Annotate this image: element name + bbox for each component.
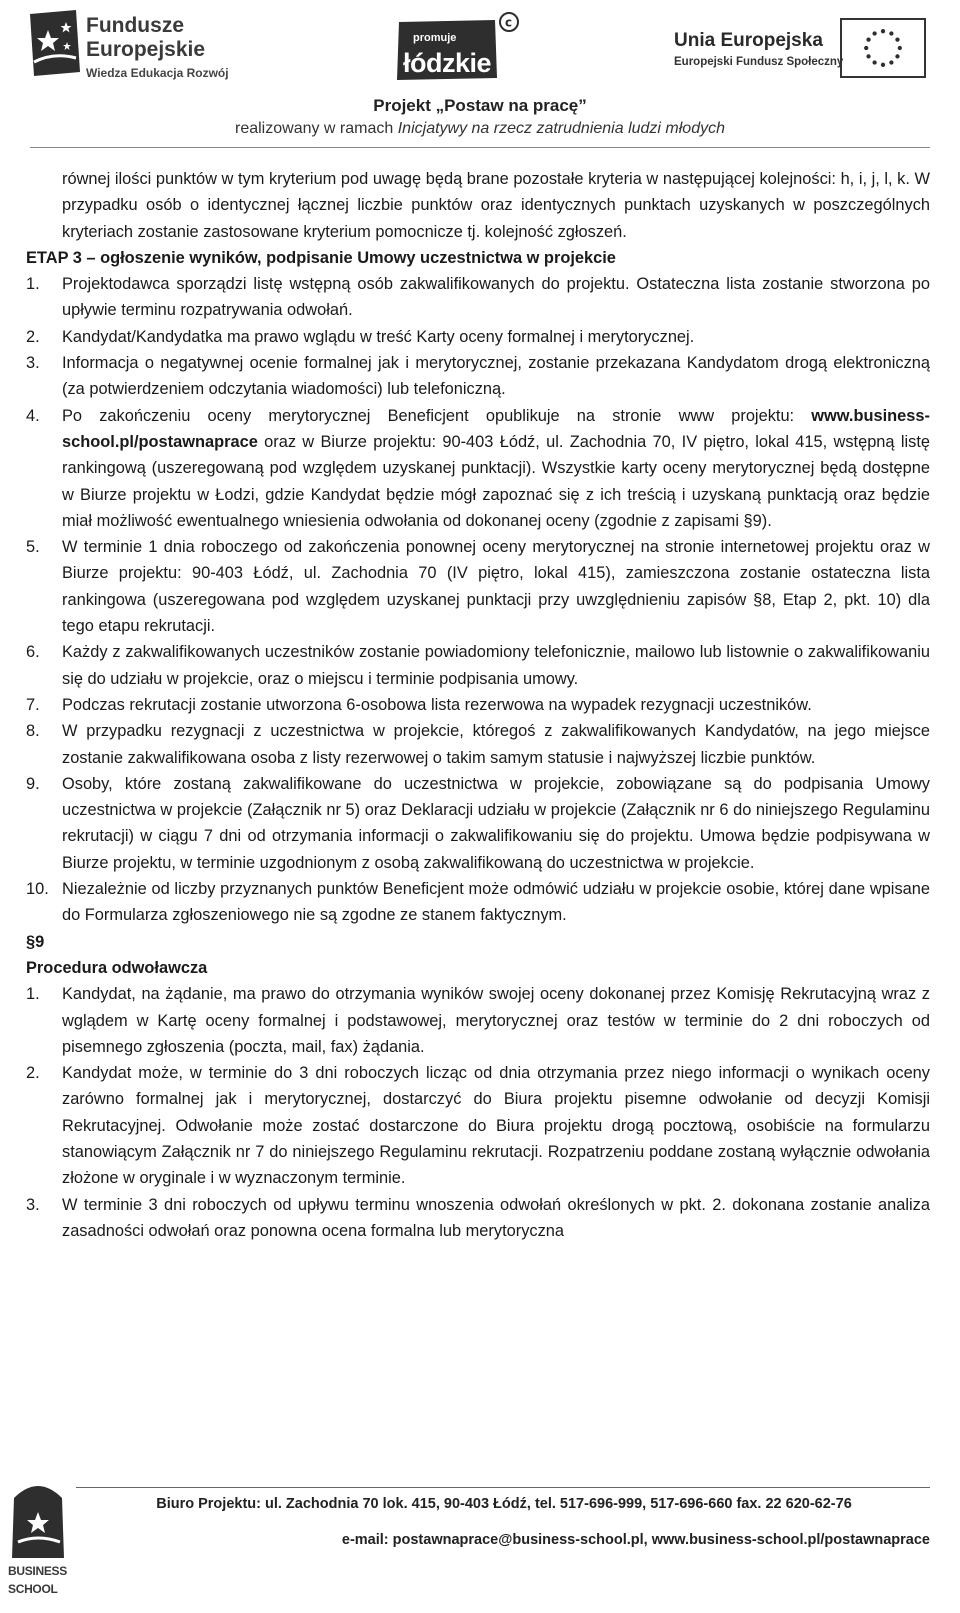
list-item-text-after: oraz w Biurze projektu: 90-403 Łódź, ul. Zachodnia 70, IV piętro, lokal 415, wstępną listę rankingową (uszeregowaną pod względem uzyskanej punktacji). Wszystkie karty oceny merytorycznej będą dostępne w Biurze projektu w Łodzi, gdzie Kandydat będzie mógł zapoznać się z ich treścią i uzyskaną punktacją oraz będzie miał możliwość ewentualnego wniesienia odwołania od dokonanej oceny (zgodnie z zapisami §9). bbox=[62, 432, 930, 530]
project-subtitle-prefix: realizowany w ramach bbox=[235, 120, 398, 137]
business-school-emblem-icon bbox=[4, 1478, 72, 1562]
section9-list bbox=[26, 981, 930, 1244]
document-body bbox=[26, 166, 930, 1244]
list-item-text: Osoby, które zostaną zakwalifikowane do uczestnictwa w projekcie, zobowiązane są do podpisania Umowy uczestnictwa w projekcie (Załącznik nr 5) oraz Deklaracji udziału w projekcie (Załącznik nr 6 do niniejszego Regulaminu rekrutacji) w ciągu 7 dni od otrzymania informacji o zakwalifikowaniu się do projektu. Umowa będzie podpisywana w Biurze projektu, w terminie uzgodnionym z osobą zakwalifikowaną do uczestnictwa w projekcie. bbox=[62, 774, 930, 872]
list-item bbox=[26, 271, 930, 324]
list-item bbox=[26, 1192, 930, 1245]
project-subtitle-italic: Inicjatywy na rzecz zatrudnienia ludzi młodych bbox=[397, 120, 725, 137]
fe-logo-line2: Europejskie bbox=[86, 38, 206, 61]
list-item bbox=[26, 534, 930, 639]
footer-divider bbox=[76, 1487, 930, 1488]
list-item-number: 3. bbox=[26, 354, 40, 373]
list-item bbox=[26, 876, 930, 929]
list-item-number: 1. bbox=[26, 275, 40, 294]
project-title: Projekt „Postaw na pracę” bbox=[373, 96, 587, 115]
footer-contact[interactable]: e-mail: postawnaprace@business-school.pl, www.business-school.pl/postawnaprace bbox=[341, 1532, 930, 1548]
list-item-text-before: Po zakończeniu oceny merytorycznej Beneficjent opublikuje na stronie www projektu: bbox=[62, 406, 812, 425]
header-divider bbox=[30, 147, 930, 148]
list-item bbox=[26, 350, 930, 403]
project-subtitle bbox=[0, 120, 960, 138]
list-item-text: W przypadku rezygnacji z uczestnictwa w projekcie, któregoś z zakwalifikowanych Kandydatów, na jego miejsce zostanie zakwalifikowana osoba z listy rezerwowej o takim samym statusie i najwyższej liczbie punktów. bbox=[62, 722, 930, 767]
lodzkie-logo-big: łódzkie bbox=[403, 48, 492, 78]
list-item bbox=[26, 692, 930, 718]
list-item-number: 2. bbox=[26, 1064, 40, 1083]
intro-paragraph: równej ilości punktów w tym kryterium pod uwagę będą brane pozostałe kryteria w następującej kolejności: h, i, j, l, k. W przypadku osób o identycznej łącznej liczbie punktów oraz identycznych punktach uzyskanych w poszczególnych kryteriach zostanie zastosowane kryterium pomocnicze tj. kolejność zgłoszeń. bbox=[62, 170, 930, 241]
etap3-list bbox=[26, 271, 930, 928]
list-item-number: 6. bbox=[26, 643, 40, 662]
list-item-text: Podczas rekrutacji zostanie utworzona 6-osobowa lista rezerwowa na wypadek rezygnacji uczestników. bbox=[62, 695, 812, 714]
ue-logo-line2: Europejski Fundusz Społeczny bbox=[674, 56, 844, 68]
eu-flag-icon bbox=[840, 18, 926, 78]
list-item-number: 4. bbox=[26, 406, 40, 425]
list-item-text: Niezależnie od liczby przyznanych punktów Beneficjent może odmówić udziału w projekcie osobie, której dane wpisane do Formularza zgłoszeniowego nie są zgodne ze stanem faktycznym. bbox=[62, 880, 930, 925]
list-item-number: 10. bbox=[26, 880, 49, 899]
list-item-number: 3. bbox=[26, 1195, 40, 1214]
list-item bbox=[26, 639, 930, 692]
business-school-logo bbox=[4, 1478, 72, 1606]
fundusze-europejskie-logo bbox=[26, 8, 256, 88]
list-item-number: 7. bbox=[26, 695, 40, 714]
list-item-text: W terminie 1 dnia roboczego od zakończenia ponownej oceny merytorycznej na stronie internetowej projektu oraz w Biurze projektu: 90-403 Łódź, ul. Zachodnia 70 (IV piętro, lokal 415), zamieszczona zostanie ostateczna lista rankingowa (uszeregowana pod względem uzyskanej punktacji przy uwzględnieniu zapisów §8, Etap 2, pkt. 10) dla tego etapu rekrutacji. bbox=[62, 538, 930, 636]
etap3-heading: ETAP 3 – ogłoszenie wyników, podpisanie Umowy uczestnictwa w projekcie bbox=[26, 248, 616, 267]
list-item bbox=[26, 771, 930, 876]
list-item-number: 9. bbox=[26, 774, 40, 793]
lodzkie-logo-small: promuje bbox=[413, 32, 457, 44]
fe-star-emblem-icon bbox=[26, 8, 82, 78]
ue-logo-line1: Unia Europejska bbox=[674, 30, 823, 51]
list-item-text: Kandydat/Kandydatka ma prawo wglądu w treść Karty oceny formalnej i merytorycznej. bbox=[62, 327, 695, 346]
list-item bbox=[26, 718, 930, 771]
business-school-logo-line1: BUSINESS bbox=[8, 1564, 67, 1578]
list-item bbox=[26, 981, 930, 1060]
list-item-number: 8. bbox=[26, 722, 40, 741]
list-item-number: 1. bbox=[26, 985, 40, 1004]
list-item-text: Informacja o negatywnej ocenie formalnej jak i merytorycznej, zostanie przekazana Kandydatom drogą elektroniczną (za potwierdzeniem odczytania wiadomości) lub telefoniczną. bbox=[62, 354, 930, 399]
header-logo-bar bbox=[0, 0, 960, 92]
list-item-text: Każdy z zakwalifikowanych uczestników zostanie powiadomiony telefonicznie, mailowo lub listownie o zakwalifikowaniu się do udziału w projekcie, oraz o miejscu i terminie podpisania umowy. bbox=[62, 643, 930, 688]
list-item-text: Kandydat może, w terminie do 3 dni roboczych licząc od dnia otrzymania przez niego informacji o wynikach oceny zarówno formalnej jak i merytorycznej, dostarczyć do Biura projektu pisemne odwołanie od decyzji Komisji Rekrutacyjnej. Odwołanie może zostać dostarczone do Biura projektu drogą pocztową, osobiście na formularzu stanowiącym Załącznik nr 7 do niniejszego Regulaminu rekrutacji. Rozpatrzeniu poddane zostaną wyłącznie odwołania złożone w oryginale i w wyznaczonym terminie. bbox=[62, 1064, 930, 1188]
section9-title: Procedura odwoławcza bbox=[26, 958, 208, 977]
list-item-text: Kandydat, na żądanie, ma prawo do otrzymania wyników swojej oceny dokonanej przez Komisję Rekrutacyjną wraz z wglądem w Kartę oceny formalnej i podstawowej, merytorycznej oraz testów w terminie do 2 dni roboczych od pisemnego zgłoszenia (poczta, mail, fax) żądania. bbox=[62, 985, 930, 1056]
footer-address: Biuro Projektu: ul. Zachodnia 70 lok. 415, 90-403 Łódź, tel. 517-696-999, 517-696-660 fax. 22 620-62-76 bbox=[156, 1496, 852, 1512]
promuje-lodzkie-logo bbox=[395, 10, 525, 82]
svg-text:c: c bbox=[505, 15, 513, 30]
business-school-logo-line2: SCHOOL bbox=[8, 1582, 58, 1596]
list-item-text: Projektodawca sporządzi listę wstępną osób zakwalifikowanych do projektu. Ostateczna lista zostanie stworzona po upływie terminu rozpatrywania odwołań. bbox=[62, 275, 930, 320]
section9-number: §9 bbox=[26, 932, 45, 951]
list-item bbox=[26, 1060, 930, 1191]
list-item-number: 5. bbox=[26, 538, 40, 557]
fe-logo-line1: Fundusze bbox=[86, 14, 184, 37]
list-item-text: W terminie 3 dni roboczych od upływu terminu wnoszenia odwołań określonych w pkt. 2. dokonana zostanie analiza zasadności odwołań oraz ponowna ocena formalna lub merytoryczna bbox=[62, 1195, 930, 1240]
list-item bbox=[26, 403, 930, 534]
project-website-link[interactable]: www.business-school.pl/postawnaprace bbox=[62, 406, 930, 451]
list-item bbox=[26, 324, 930, 350]
unia-europejska-logo bbox=[674, 18, 934, 80]
list-item-number: 2. bbox=[26, 327, 40, 346]
fe-logo-line3: Wiedza Edukacja Rozwój bbox=[86, 66, 229, 80]
